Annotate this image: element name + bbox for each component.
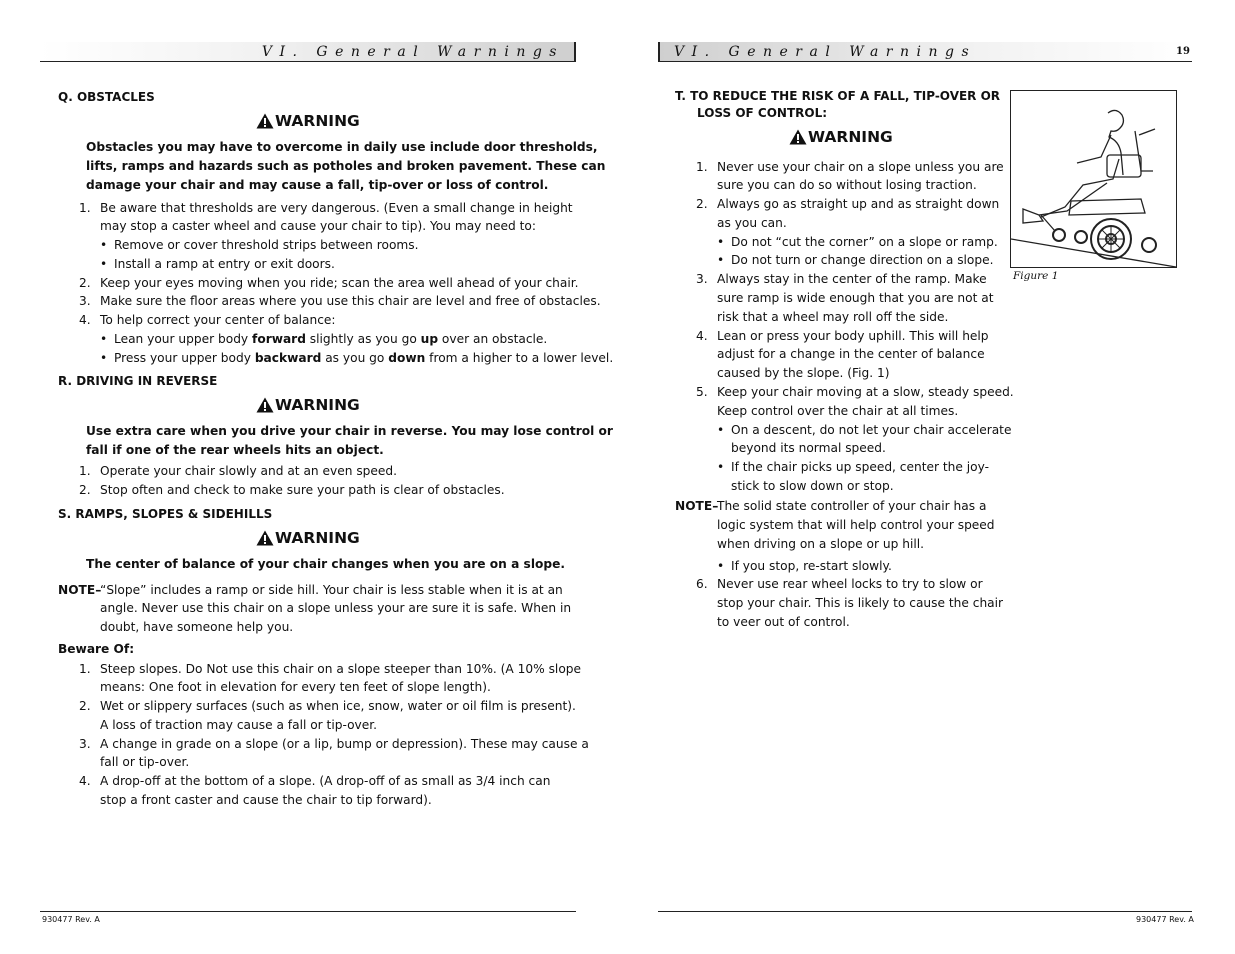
list-item-cont — [100, 791, 589, 810]
list-item-cont — [717, 176, 1014, 195]
section-r-warning-text — [86, 422, 613, 460]
section-s-warning-text: The center of balance of your chair changes when you are on a slope. — [86, 557, 565, 571]
bullet-icon: • — [100, 350, 108, 365]
beware-label: Beware Of: — [58, 642, 135, 656]
list-item — [79, 697, 589, 716]
warning-label: WARNING — [275, 112, 360, 130]
item-text: Steep slopes. Do Not use this chair on a slope steeper than 10%. (A 10% slope — [100, 661, 582, 676]
list-item-cont — [100, 716, 589, 735]
list-item-cont — [717, 594, 1003, 613]
item-text: On a descent, do not let your chair accelerate — [731, 422, 1012, 437]
bullet-item-cont — [717, 477, 1014, 496]
figure-1-illustration — [1010, 90, 1177, 268]
list-item-cont — [717, 214, 1014, 233]
item-text: as you can. — [717, 215, 787, 230]
bullet-text: over an obstacle. — [438, 332, 548, 347]
list-item — [696, 270, 1014, 289]
warning-label: WARNING — [275, 396, 360, 414]
bullet-item — [100, 236, 613, 255]
section-t-title — [675, 87, 1000, 123]
item-number: 1. — [696, 159, 708, 174]
list-item-cont — [717, 308, 1014, 327]
list-item — [79, 311, 613, 330]
item-text: stick to slow down or stop. — [731, 479, 894, 494]
bullet-item — [717, 458, 1014, 477]
bullet-item — [100, 255, 613, 274]
item-text: risk that a wheel may roll off the side. — [717, 309, 949, 324]
text-line: The solid state controller of your chair has a — [717, 499, 987, 513]
text-line: “Slope” includes a ramp or side hill. Your chair is less stable when it is at an — [100, 582, 563, 597]
bullet-text: Press your upper body — [114, 350, 255, 365]
emphasis-text: down — [388, 350, 426, 365]
text-line: doubt, have someone help you. — [100, 620, 294, 635]
item-text: To help correct your center of balance: — [100, 313, 336, 328]
bullet-icon: • — [717, 460, 725, 475]
section-t-note-text — [717, 497, 995, 553]
item-text: Keep your chair moving at a slow, steady speed. — [717, 385, 1014, 400]
section-t-warning — [789, 128, 893, 146]
bullet-item — [100, 349, 613, 368]
wheelchair-on-slope-illustration — [1011, 91, 1176, 267]
list-item — [696, 575, 1003, 594]
list-item — [79, 199, 613, 218]
list-item-cont — [717, 345, 1014, 364]
bullet-item — [717, 557, 1003, 576]
title-line: T. TO REDUCE THE RISK OF A FALL, TIP-OVER OR — [675, 89, 1001, 103]
warning-triangle-icon — [789, 129, 807, 145]
section-r-list — [79, 462, 505, 500]
bullet-icon: • — [100, 238, 108, 253]
bullet-icon: • — [717, 234, 725, 249]
section-r-warning — [256, 396, 360, 414]
item-text: A drop-off at the bottom of a slope. (A drop-off of as small as 3/4 inch can — [100, 774, 551, 789]
right-footer-rule — [658, 911, 1192, 912]
item-number: 4. — [79, 313, 91, 328]
text-line: when driving on a slope or up hill. — [717, 536, 924, 551]
bullet-icon: • — [717, 422, 725, 437]
item-text: Do not turn or change direction on a slope. — [731, 253, 994, 268]
bullet-icon: • — [100, 256, 108, 271]
bullet-item — [717, 251, 1014, 270]
list-item — [79, 292, 613, 311]
list-item-cont — [717, 364, 1014, 383]
warning-triangle-icon — [256, 530, 274, 546]
right-header-title: VI. General Warnings — [674, 44, 977, 60]
item-text: Make sure the floor areas where you use this chair are level and free of obstacles. — [100, 294, 601, 309]
item-text: Lean or press your body uphill. This will help — [717, 328, 989, 343]
list-item-cont — [100, 753, 589, 772]
item-text: sure ramp is wide enough that you are not at — [717, 291, 994, 306]
bullet-item — [717, 421, 1014, 440]
item-number: 4. — [79, 774, 91, 789]
text-line: angle. Never use this chair on a slope unless your are sure it is safe. When in — [100, 601, 572, 616]
bullet-icon: • — [717, 253, 725, 268]
emphasis-text: backward — [254, 350, 322, 365]
section-s-note-text — [100, 581, 571, 637]
list-item-cont — [100, 678, 589, 697]
emphasis-text: forward — [252, 332, 306, 347]
item-text: Operate your chair slowly and at an even speed. — [100, 464, 398, 478]
section-q-title: Q. OBSTACLES — [58, 90, 155, 104]
item-number: 3. — [696, 272, 708, 287]
item-text: Keep control over the chair at all times. — [717, 403, 959, 418]
right-page-number: 19 — [1176, 46, 1190, 57]
list-item — [79, 481, 505, 500]
item-text: Always stay in the center of the ramp. Make — [717, 272, 987, 287]
item-number: 4. — [696, 328, 708, 343]
item-text: fall or tip-over. — [100, 755, 190, 770]
item-text: Never use rear wheel locks to try to slow or — [717, 577, 983, 592]
text-line: Use extra care when you drive your chair in reverse. You may lose control or — [86, 424, 613, 438]
item-text: means: One foot in elevation for every ten feet of slope length). — [100, 680, 491, 695]
list-item-cont — [100, 217, 613, 236]
list-item — [79, 735, 589, 754]
text-line: damage your chair and may cause a fall, tip-over or loss of control. — [86, 177, 549, 192]
text-line: logic system that will help control your speed — [717, 517, 995, 532]
section-s-warning — [256, 529, 360, 547]
list-item-cont — [717, 289, 1014, 308]
bullet-item — [100, 330, 613, 349]
figure-1-caption: Figure 1 — [1013, 270, 1059, 282]
section-q-warning-text — [86, 138, 605, 194]
text-line: lifts, ramps and hazards such as potholes and broken pavement. These can — [86, 158, 606, 173]
item-number: 6. — [696, 577, 708, 592]
list-item — [79, 274, 613, 293]
list-item — [79, 660, 589, 679]
list-item — [696, 158, 1014, 177]
item-number: 3. — [79, 736, 91, 751]
section-s-note-label: NOTE– — [58, 582, 102, 597]
bullet-icon: • — [717, 558, 725, 573]
item-number: 2. — [696, 197, 708, 212]
bullet-text: Install a ramp at entry or exit doors. — [114, 256, 335, 271]
item-text: adjust for a change in the center of balance — [717, 347, 985, 362]
bullet-icon: • — [100, 332, 108, 347]
emphasis-text: up — [420, 332, 439, 347]
section-t-list-continued — [696, 557, 1004, 632]
item-text: A change in grade on a slope (or a lip, bump or depression). These may cause a — [100, 736, 589, 751]
left-footer-rule — [40, 911, 576, 912]
item-text: Do not “cut the corner” on a slope or ramp. — [731, 234, 998, 249]
list-item — [696, 383, 1014, 402]
item-number: 2. — [79, 482, 91, 497]
item-text: stop a front caster and cause the chair to tip forward). — [100, 793, 432, 808]
left-footer-doc-number: 930477 Rev. A — [42, 915, 100, 924]
section-t-note-label: NOTE– — [675, 499, 719, 513]
item-text: beyond its normal speed. — [731, 441, 886, 456]
list-item — [696, 195, 1014, 214]
item-text: sure you can do so without losing traction. — [717, 178, 977, 193]
left-header-bar — [40, 42, 576, 62]
bullet-text: Remove or cover threshold strips between rooms. — [114, 238, 419, 253]
item-number: 1. — [79, 661, 91, 676]
list-item-cont — [717, 402, 1014, 421]
item-text: Stop often and check to make sure your path is clear of obstacles. — [100, 482, 505, 497]
list-item — [79, 772, 589, 791]
right-footer-doc-number: 930477 Rev. A — [1136, 915, 1194, 924]
list-item — [696, 327, 1014, 346]
bullet-text: Lean your upper body — [114, 332, 253, 347]
bullet-text: as you go — [321, 350, 389, 365]
item-text: Be aware that thresholds are very dangerous. (Even a small change in height — [100, 200, 573, 215]
bullet-item — [717, 233, 1014, 252]
warning-label: WARNING — [275, 529, 360, 547]
item-text: Never use your chair on a slope unless you are — [717, 159, 1004, 174]
item-number: 2. — [79, 699, 91, 714]
text-line: fall if one of the rear wheels hits an object. — [86, 442, 384, 457]
list-item-cont — [717, 613, 1003, 632]
warning-triangle-icon — [256, 397, 274, 413]
item-text: to veer out of control. — [717, 614, 850, 629]
bullet-text: from a higher to a lower level. — [425, 350, 614, 365]
item-text: A loss of traction may cause a fall or tip-over. — [100, 717, 378, 732]
left-header-title: VI. General Warnings — [261, 44, 564, 60]
item-text: If the chair picks up speed, center the joy- — [731, 460, 990, 475]
warning-triangle-icon — [256, 113, 274, 129]
section-q-list — [79, 199, 614, 368]
title-line: LOSS OF CONTROL: — [697, 105, 828, 120]
item-number: 5. — [696, 385, 708, 400]
item-number: 3. — [79, 294, 91, 309]
section-t-list — [696, 158, 1014, 496]
item-number: 1. — [79, 464, 91, 478]
section-r-title: R. DRIVING IN REVERSE — [58, 374, 218, 388]
list-item — [79, 462, 505, 481]
bullet-text: slightly as you go — [305, 332, 421, 347]
item-text: Always go as straight up and as straight down — [717, 197, 1000, 212]
item-text: Keep your eyes moving when you ride; scan the area well ahead of your chair. — [100, 275, 579, 290]
section-s-title: S. RAMPS, SLOPES & SIDEHILLS — [58, 507, 273, 521]
item-text: caused by the slope. (Fig. 1) — [717, 366, 890, 381]
right-header-bar — [658, 42, 1192, 62]
item-text: Wet or slippery surfaces (such as when ice, snow, water or oil film is present). — [100, 699, 576, 714]
bullet-item-cont — [717, 439, 1014, 458]
warning-label: WARNING — [808, 128, 893, 146]
item-number: 2. — [79, 275, 91, 290]
item-number: 1. — [79, 200, 91, 215]
item-text: stop your chair. This is likely to cause the chair — [717, 596, 1004, 611]
item-text: may stop a caster wheel and cause your chair to tip). You may need to: — [100, 219, 536, 234]
section-q-warning — [256, 112, 360, 130]
bullet-text: If you stop, re-start slowly. — [731, 558, 892, 573]
section-s-list — [79, 660, 589, 810]
text-line: Obstacles you may have to overcome in daily use include door thresholds, — [86, 140, 598, 154]
